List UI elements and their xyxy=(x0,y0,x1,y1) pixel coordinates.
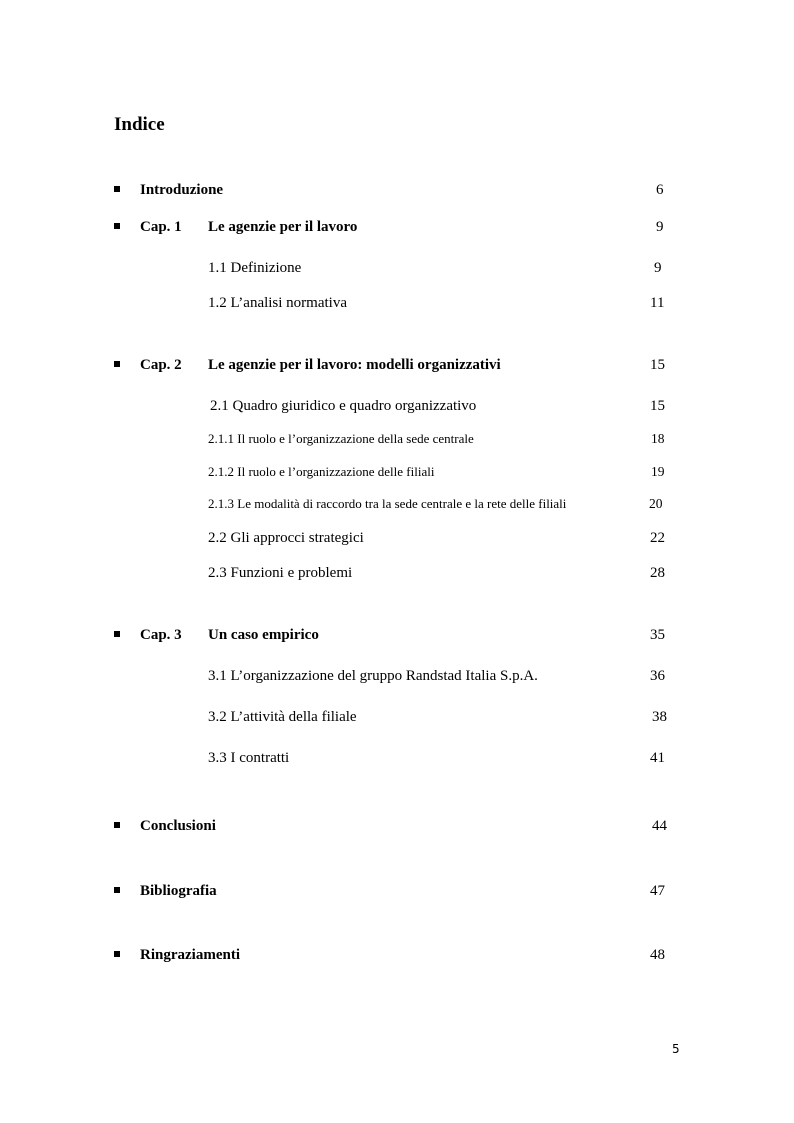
toc-page-number: 9 xyxy=(656,219,664,235)
toc-entry-cap2 xyxy=(0,354,794,376)
toc-page-number: 6 xyxy=(656,182,664,198)
toc-entry-2-3 xyxy=(0,562,794,584)
toc-entry-label: 2.3 Funzioni e problemi xyxy=(208,565,353,581)
toc-page-number: 48 xyxy=(650,947,665,963)
chapter-title: Le agenzie per il lavoro xyxy=(208,219,358,235)
toc-entry-1-2 xyxy=(0,292,794,314)
toc-entry-label: 2.1 Quadro giuridico e quadro organizzativo xyxy=(210,398,477,414)
toc-entry-cap1 xyxy=(0,216,794,238)
toc-page-number: 9 xyxy=(654,260,662,276)
toc-entry-bibliografia xyxy=(0,880,794,902)
bullet-icon xyxy=(114,951,120,957)
toc-page-number: 15 xyxy=(650,398,665,414)
toc-entry-3-2 xyxy=(0,706,794,728)
toc-entry-2-1-3 xyxy=(0,493,794,515)
chapter-number: Cap. 2 xyxy=(140,357,182,373)
toc-entry-label: 2.1.3 Le modalità di raccordo tra la sede centrale e la rete delle filiali xyxy=(208,496,567,511)
toc-entry-cap3 xyxy=(0,624,794,646)
bullet-icon xyxy=(114,631,120,637)
toc-entry-2-1-2 xyxy=(0,461,794,483)
chapter-number: Cap. 1 xyxy=(140,219,182,235)
chapter-number: Cap. 3 xyxy=(140,627,182,643)
toc-entry-2-1 xyxy=(0,395,794,417)
toc-entry-label: Introduzione xyxy=(140,182,224,198)
toc-page-number: 35 xyxy=(650,627,665,643)
chapter-title: Le agenzie per il lavoro: modelli organizzativi xyxy=(208,357,501,373)
bullet-icon xyxy=(114,223,120,229)
toc-entry-3-3 xyxy=(0,747,794,769)
bullet-icon xyxy=(114,361,120,367)
toc-entry-introduzione xyxy=(0,179,794,201)
toc-entry-3-1 xyxy=(0,665,794,687)
toc-entry-ringraziamenti xyxy=(0,944,794,966)
toc-entry-label: 3.3 I contratti xyxy=(208,750,290,766)
chapter-title: Un caso empirico xyxy=(208,627,319,643)
bullet-icon xyxy=(114,186,120,192)
toc-entry-label: Ringraziamenti xyxy=(140,947,240,963)
toc-entry-label: Conclusioni xyxy=(140,818,216,834)
toc-entry-2-1-1 xyxy=(0,428,794,450)
toc-entry-label: 1.2 L’analisi normativa xyxy=(208,295,347,311)
toc-page-number: 41 xyxy=(650,750,665,766)
toc-page-number: 47 xyxy=(650,883,665,899)
toc-entry-label: 2.1.2 Il ruolo e l’organizzazione delle filiali xyxy=(208,464,435,479)
toc-page-number: 20 xyxy=(649,496,663,511)
toc-entry-label: 3.2 L’attività della filiale xyxy=(208,709,357,725)
toc-page-number: 19 xyxy=(651,464,665,479)
toc-page-number: 15 xyxy=(650,357,665,373)
toc-page-number: 18 xyxy=(651,431,665,446)
toc-entry-label: 3.1 L’organizzazione del gruppo Randstad Italia S.p.A. xyxy=(208,668,538,684)
toc-page-number: 28 xyxy=(650,565,665,581)
page-number: 5 xyxy=(672,1042,680,1056)
toc-entry-label: Bibliografia xyxy=(140,883,217,899)
toc-page-number: 44 xyxy=(652,818,667,834)
toc-entry-1-1 xyxy=(0,257,794,279)
page-title: Indice xyxy=(114,114,165,135)
toc-page-number: 22 xyxy=(650,530,665,546)
toc-page-number: 11 xyxy=(650,295,665,311)
toc-entry-label: 1.1 Definizione xyxy=(208,260,302,276)
toc-entry-2-2 xyxy=(0,527,794,549)
toc-entry-conclusioni xyxy=(0,815,794,837)
bullet-icon xyxy=(114,822,120,828)
toc-page-number: 38 xyxy=(652,709,667,725)
toc-page-number: 36 xyxy=(650,668,665,684)
toc-entry-label: 2.1.1 Il ruolo e l’organizzazione della sede centrale xyxy=(208,431,474,446)
bullet-icon xyxy=(114,887,120,893)
toc-entry-label: 2.2 Gli approcci strategici xyxy=(208,530,364,546)
